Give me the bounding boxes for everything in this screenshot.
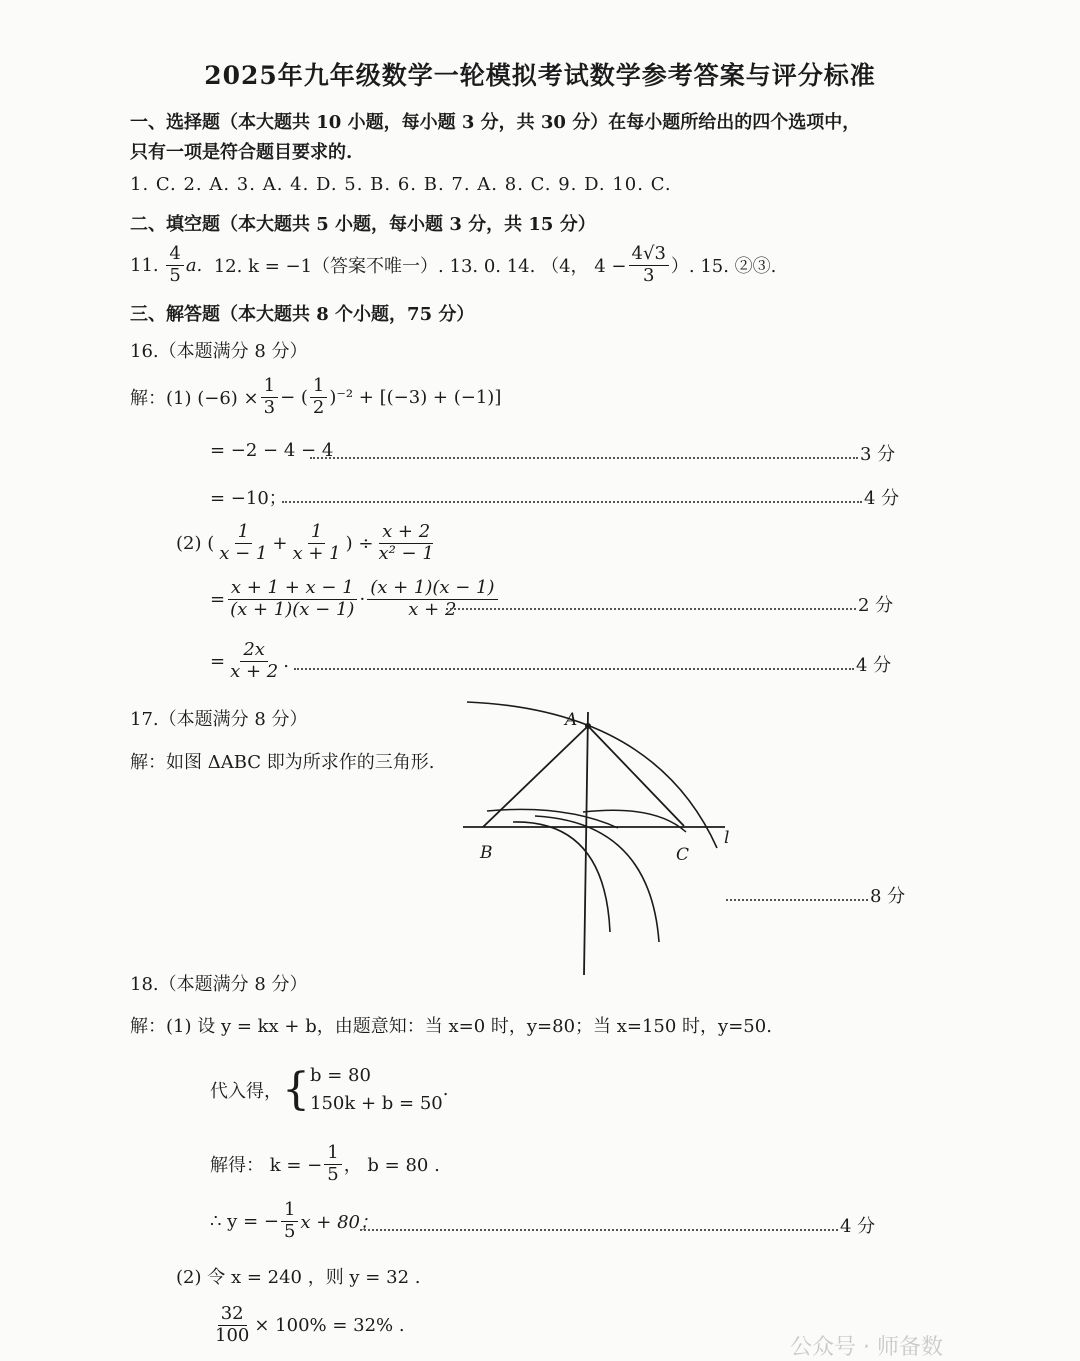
arc-lower-2 [535,816,659,942]
arc-near-b [487,809,618,828]
dotted-leader [726,899,868,901]
q16-part1-expression [130,376,501,418]
section-3-header: 三、解答题（本大题共 8 个小题，75 分） [130,304,475,325]
fill-in-answers [130,244,776,286]
q18-header: 18.（本题满分 8 分） [130,974,308,995]
dotted-leader [294,668,854,670]
solve-fraction: $\frac{1}{5}$ [324,1143,341,1185]
q16-p2-fraction-2: $\frac{1}{x + 1}$ [292,521,341,564]
q11-fraction: $\frac{4}{5}$ [166,244,183,286]
side-ab [483,726,588,827]
q18-percentage [210,1304,405,1346]
dotted-leader [360,1229,838,1231]
q16-p2-step2-fraction: $\frac{2x}{x + 2}$ [230,639,279,682]
q16-p1-step-1: = −2 − 4 − 4 [210,440,334,461]
q16-p1-fraction-2: $\frac{1}{2}$ [310,376,327,418]
result-prefix: ∴ y = − [210,1210,279,1232]
q16-p2-fraction-1: $\frac{1}{x - 1}$ [219,521,268,564]
section-2-header: 二、填空题（本大题共 5 小题，每小题 3 分，共 15 分） [130,214,596,235]
arc-lower-1 [513,822,610,932]
page-title: 2025年九年级数学一轮模拟考试数学参考答案与评分标准 [204,61,876,90]
system-equations [310,1062,443,1118]
q12-q14-answers: 12. k = −1（答案不唯一）. 13. 0. 14. （4， 4 − [213,256,627,278]
result-suffix: x + 80； [300,1212,378,1234]
perpendicular-line [584,712,588,975]
percent-fraction: $\frac{32}{100}$ [215,1303,250,1346]
solve-prefix: 解得： k = − [210,1155,323,1177]
q16-p2-prefix: (2) ( [176,532,215,554]
q16-p1-mid: − ( [280,386,308,408]
q16-p2-step-1 [210,578,500,620]
label-b: B [480,843,493,863]
q16-p1-step-2: = −10； [210,488,287,509]
watermark: 公众号 · 师备数 [790,1335,943,1360]
q18-solution [210,1143,440,1185]
period: . [283,650,289,672]
label-c: C [676,845,690,865]
left-brace: { [282,1063,310,1115]
q16-p2-plus: + [272,532,288,554]
q18-result [210,1200,378,1242]
q16-p2-step1-fraction-1: $\frac{x + 1 + x - 1}{(x + 1)(x - 1)}$ [227,578,357,620]
section-1-header-line-1: 一、选择题（本大题共 10 小题，每小题 3 分，共 30 分）在每小题所给出的四个选项中， [130,112,861,133]
section-1-header-line-2: 只有一项是符合题目要求的. [130,142,353,163]
q18-part1: 解：(1) 设 y = kx + b，由题意知：当 x=0 时，y=80；当 x=150 时，y=50. [130,1016,772,1037]
label-a: A [565,710,578,730]
point-a [585,723,591,729]
q14-fraction: $\frac{4√3}{3}$ [629,244,669,286]
dotted-leader [282,501,862,503]
dotted-leader [310,457,858,459]
q11-variable: a. [185,254,203,276]
result-fraction: $\frac{1}{5}$ [281,1200,298,1242]
label-l: l [724,828,730,848]
q16-header: 16.（本题满分 8 分） [130,341,308,362]
score-2: 2 分 [858,595,894,616]
period: . [442,1079,449,1101]
equals: = [210,588,226,610]
score-4: 4 分 [864,488,900,509]
q16-p2-step1-fraction-2: $\frac{(x + 1)(x - 1)}{x + 2}$ [367,578,497,620]
score-8: 8 分 [870,886,906,907]
q17-header: 17.（本题满分 8 分） [130,709,308,730]
q17-answer: 解：如图 ΔABC 即为所求作的三角形. [130,752,435,773]
q16-p1-fraction-1: $\frac{1}{3}$ [261,376,278,418]
q15-answer: ）. 15. ②③. [670,256,777,278]
choice-answers: 1. C. 2. A. 3. A. 4. D. 5. B. 6. B. 7. A. 8. C. 9. D. 10. C. [130,174,672,195]
q16-p2-step-2 [210,640,289,682]
substitute-label: 代入得， [210,1080,282,1102]
solve-suffix: ， b = 80 . [343,1155,440,1177]
q18-equation-system [210,1062,448,1118]
q16-p1-suffix: )⁻² + [(−3) + (−1)] [329,386,502,408]
q16-part2-expression [176,522,439,564]
equation-2: 150k + b = 50 [310,1092,443,1114]
dotted-leader [446,608,856,610]
q16-p2-divide: ) ÷ [345,532,374,554]
q16-p2-fraction-3: $\frac{x + 2}{\text{x² − 1}}$ [378,521,434,564]
triangle-construction-figure [455,690,745,985]
q18-part2: (2) 令 x = 240 ，则 y = 32 . [176,1267,421,1288]
q16-p1-prefix: 解：(1) (−6) × [130,388,259,410]
score-3: 3 分 [860,444,896,465]
equation-1: b = 80 [310,1065,371,1086]
score-4: 4 分 [856,655,892,676]
multiply-dot: · [359,588,366,610]
q11-label: 11. [130,254,159,276]
score-4: 4 分 [840,1216,876,1237]
equals: = [210,650,226,672]
percent-suffix: × 100% = 32% . [254,1314,405,1336]
